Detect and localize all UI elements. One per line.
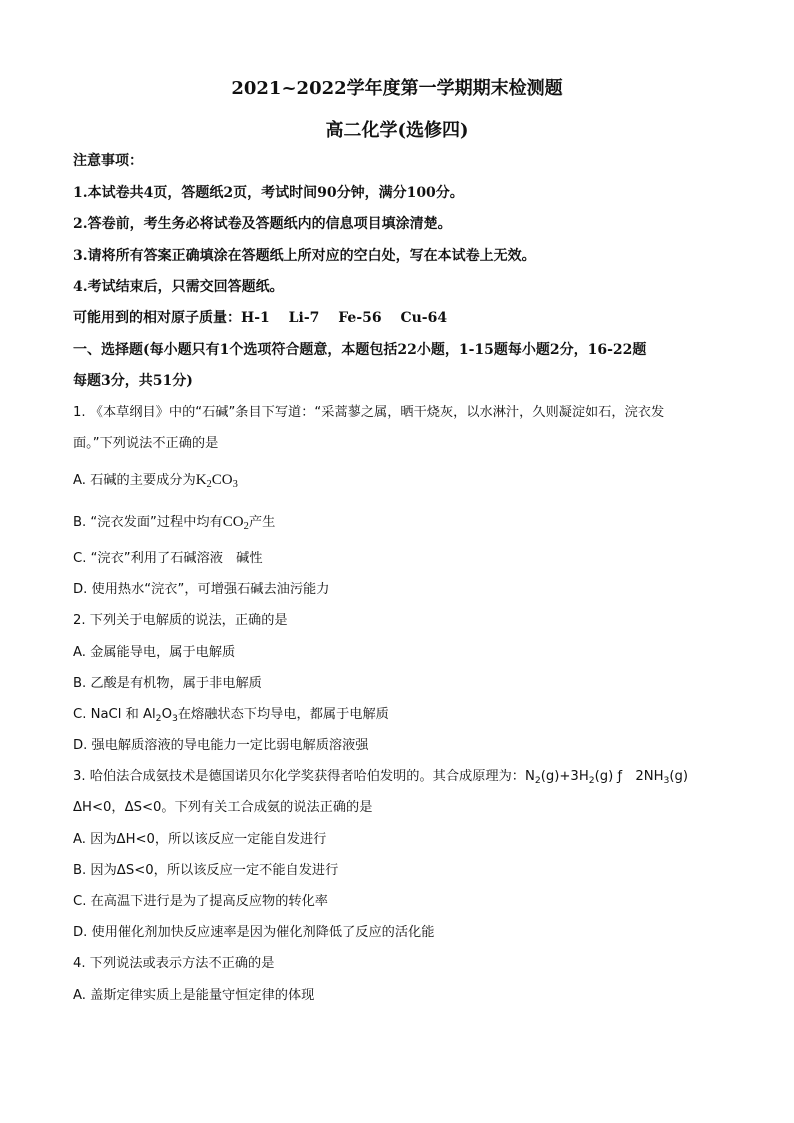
exam-title: 2021~2022学年度第一学期期末检测题 (231, 78, 563, 99)
note-item-3: 3.请将所有答案正确填涂在答题纸上所对应的空白处，写在本试卷上无效。 (73, 248, 536, 264)
q2-option-b: B. 乙酸是有机物，属于非电解质 (73, 676, 262, 691)
q2-option-a: A. 金属能导电，属于电解质 (73, 645, 236, 660)
q1-option-b-formula (223, 514, 249, 530)
q3-option-a: A. 因为ΔH<0，所以该反应一定能自发进行 (73, 832, 327, 847)
q2-option-c-sub1: 2 (155, 713, 162, 724)
q2-option-c-prefix: C. NaCl 和 Al (73, 707, 156, 722)
q3-n-sub: 2 (534, 775, 541, 786)
q3-option-d: D. 使用催化剂加快反应速率是因为催化剂降低了反应的活化能 (73, 925, 435, 940)
q1-stem-line2: 面。”下列说法不正确的是 (73, 436, 219, 451)
q3-h-sub: 2 (588, 775, 595, 786)
q2-option-c-mid: O (161, 707, 172, 722)
q3-option-b: B. 因为ΔS<0，所以该反应一定不能自发进行 (73, 863, 339, 878)
formula-co2: CO (222, 514, 244, 530)
q1-stem-line1: 1. 《本草纲目》中的“石碱”条目下写道：“采蒿蓼之属，晒干烧灰，以水淋汁，久则凝淀如石，浣衣发 (73, 405, 665, 420)
section-heading-line2: 每题3分，共51分) (73, 373, 193, 389)
q1-option-a (73, 469, 238, 489)
q3-stem-line2: ΔH<0，ΔS<0。下列有关工合成氨的说法正确的是 (73, 800, 373, 815)
atomic-masses: 可能用到的相对原子质量：H-1 Li-7 Fe-56 Cu-64 (73, 310, 448, 326)
q3-stem-line1 (73, 765, 688, 784)
q3-option-c: C. 在高温下进行是为了提高反应物的转化率 (73, 894, 328, 909)
note-item-2: 2.答卷前，考生务必将试卷及答题纸内的信息项目填涂清楚。 (73, 216, 452, 232)
q4-option-a: A. 盖斯定律实质上是能量守恒定律的体现 (73, 988, 315, 1003)
formula-co-sub: 3 (232, 479, 238, 490)
formula-co: CO (211, 472, 233, 488)
q3-mid1: (g)+3H (540, 769, 589, 784)
q3-end: (g) (669, 769, 689, 784)
q2-option-c-suffix: 在熔融状态下均导电，都属于电解质 (177, 707, 389, 722)
formula-co2-sub: 2 (243, 521, 249, 532)
q4-stem: 4. 下列说法或表示方法不正确的是 (73, 956, 275, 971)
q2-option-c-sub2: 3 (171, 713, 178, 724)
q1-option-b (73, 511, 275, 531)
q1-option-d: D. 使用热水“浣衣”，可增强石碱去油污能力 (73, 582, 330, 597)
q3-nh-sub: 3 (663, 775, 670, 786)
q1-option-b-text: B. “浣衣发面”过程中均有 (73, 515, 223, 530)
q1-option-c: C. “浣衣”利用了石碱溶液 碱性 (73, 551, 263, 566)
notes-heading: 注意事项： (73, 153, 143, 169)
q3-mid2: (g) ƒ 2NH (594, 769, 664, 784)
note-item-1: 1.本试卷共4页，答题纸2页，考试时间90分钟，满分100分。 (73, 185, 464, 201)
q1-option-b-suffix: 产生 (248, 515, 276, 530)
formula-k: K (195, 472, 207, 488)
exam-subtitle: 高二化学(选修四) (325, 120, 469, 141)
formula-k-sub: 2 (206, 479, 212, 490)
note-item-4: 4.考试结束后，只需交回答题纸。 (73, 279, 284, 295)
section-heading-line1: 一、选择题(每小题只有1个选项符合题意，本题包括22小题，1-15题每小题2分，16-22题 (73, 342, 647, 358)
q1-option-a-text: A. 石碱的主要成分为 (73, 473, 196, 488)
q3-stem-text: 3. 哈伯法合成氨技术是德国诺贝尔化学奖获得者哈伯发明的。其合成原理为：N (73, 769, 535, 784)
q2-option-c (73, 703, 389, 722)
q2-option-d: D. 强电解质溶液的导电能力一定比弱电解质溶液强 (73, 738, 369, 753)
q1-option-a-formula (196, 472, 238, 488)
q2-stem: 2. 下列关于电解质的说法，正确的是 (73, 613, 288, 628)
